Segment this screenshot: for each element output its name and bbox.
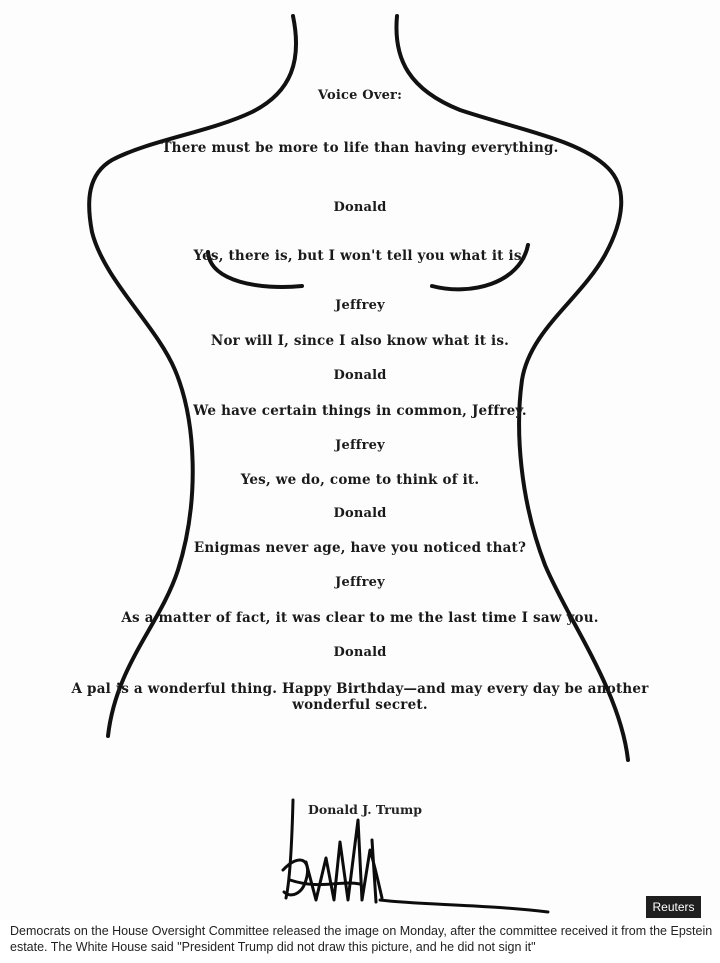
credit-badge: Reuters [646,896,701,918]
dialogue-line: A pal is a wonderful thing. Happy Birthday—and may every day be another [71,681,649,697]
speaker-name: Jeffrey [335,298,385,313]
speaker-name: Jeffrey [335,575,385,590]
speaker-name: Donald [333,506,387,521]
dialogue-line: As a matter of fact, it was clear to me the last time I saw you. [121,610,599,626]
image-caption: Democrats on the House Oversight Committee released the image on Monday, after the committee received it from the Epstein estate. The White House said "President Trump did not draw this picture, and he did not sign it" [10,924,713,954]
dialogue-line: Nor will I, since I also know what it is. [210,333,510,349]
dialogue-line: wonderful secret. [292,697,428,713]
speaker-name: Donald [333,645,387,660]
dialogue-line: There must be more to life than having everything. [161,140,559,156]
speaker-name: Jeffrey [335,438,385,453]
dialogue-line: Enigmas never age, have you noticed that? [193,540,527,556]
speaker-name: Donald [333,200,387,215]
signature-name: Donald J. Trump [308,802,422,817]
speaker-name: Voice Over: [317,88,403,103]
dialogue-line: We have certain things in common, Jeffrey. [193,403,527,419]
speaker-name: Donald [333,368,387,383]
dialogue-line: Yes, we do, come to think of it. [240,472,480,488]
dialogue-line: Yes, there is, but I won't tell you what it is. [193,248,527,264]
